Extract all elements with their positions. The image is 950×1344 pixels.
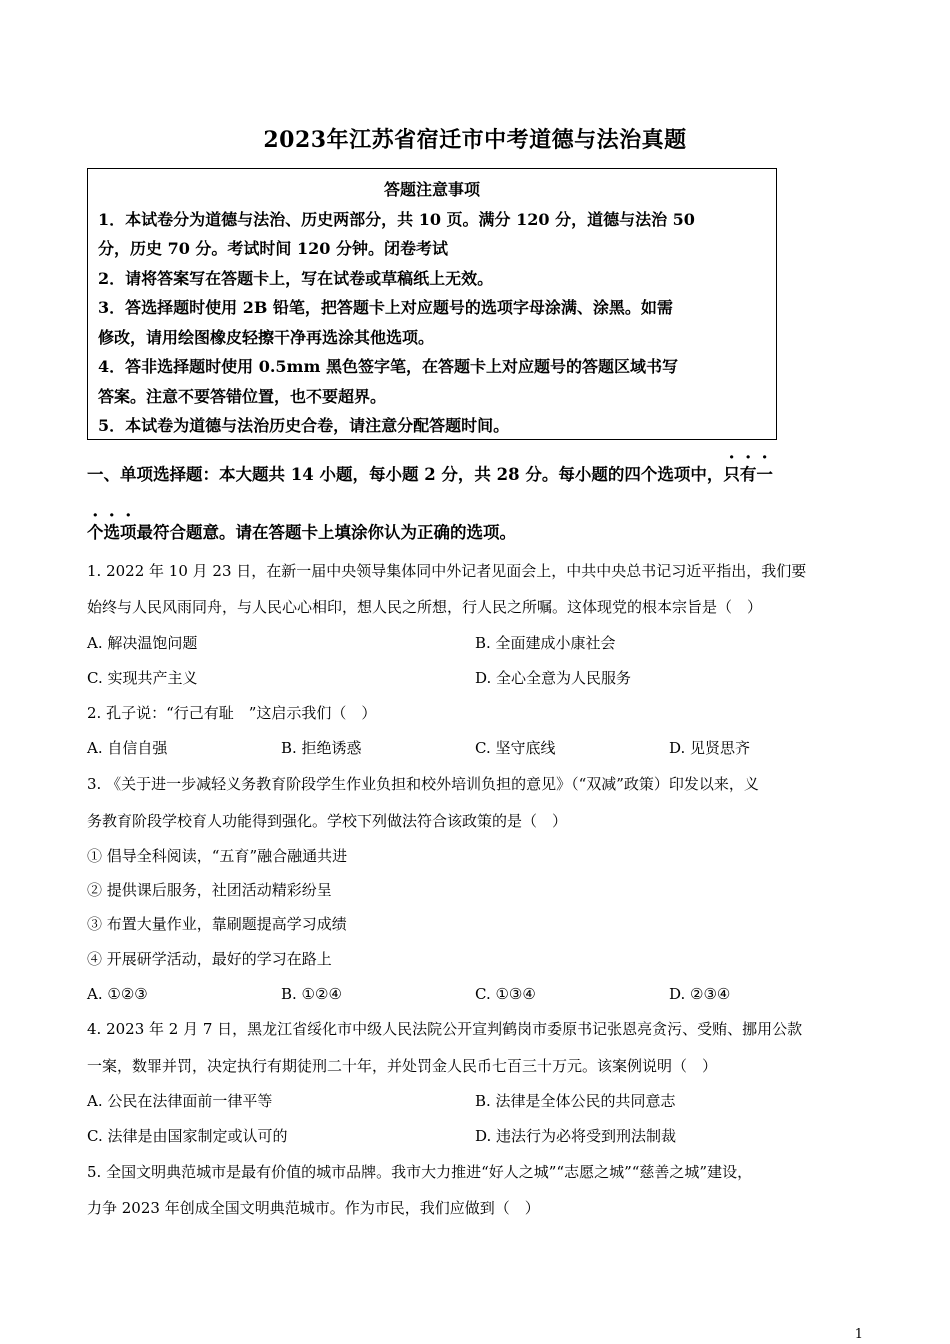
notice-box [87, 168, 777, 440]
question-4-text: 4. 2023 年 2 月 7 日，黑龙江省绥化市中级人民法院公开宣判鹤岗市委原书记张恩亮贪污、受贿、挪用公款 [87, 1020, 803, 1038]
question-3-option-d: D. ②③④ [669, 985, 731, 1003]
emphasis-dot-char: 只 [723, 465, 740, 484]
question-4-text: 一案，数罪并罚，决定执行有期徒刑二十年，并处罚金人民币七百三十万元。该案例说明（ ） [87, 1057, 718, 1075]
page-number: 1 [854, 1327, 863, 1342]
notice-line: 分，历史 70 分。考试时间 120 分钟。闭卷考试 [98, 239, 448, 258]
question-5-text: 力争 2023 年创成全国文明典范城市。作为市民，我们应做到（ ） [87, 1199, 540, 1217]
question-3-item: ① 倡导全科阅读，“五育”融合融通共进 [87, 847, 348, 865]
question-1-text: 1. 2022 年 10 月 23 日，在新一届中央领导集体同中外记者见面会上，中共中央总书记习近平指出，我们要 [87, 562, 807, 580]
question-2-option-b: B. 拒绝诱惑 [281, 739, 362, 757]
notice-line: 5．本试卷为道德与法治历史合卷，请注意分配答题时间。 [98, 416, 510, 435]
page-title: 2023年江苏省宿迁市中考道德与法治真题 [263, 127, 687, 153]
notice-heading: 答题注意事项 [383, 180, 480, 199]
emphasis-dot-char: 个 [87, 523, 104, 542]
question-3-option-b: B. ①②④ [281, 985, 342, 1003]
emphasis-dot-char: 选 [103, 523, 120, 542]
emphasis-dot-char: 有 [739, 465, 757, 484]
notice-line: 修改，请用绘图橡皮轻擦干净再选涂其他选项。 [98, 327, 435, 347]
notice-line: 2．请将答案写在答题卡上，写在试卷或草稿纸上无效。 [98, 268, 494, 288]
question-4-option-a: A. 公民在法律面前一律平等 [87, 1092, 273, 1110]
notice-line: 4．答非选择题时使用 0.5mm 黑色签字笔，在答题卡上对应题号的答题区域书写 [98, 357, 678, 376]
question-1-option-a: A. 解决温饱问题 [87, 634, 198, 652]
section-heading-line1: 一、单项选择题：本大题共 14 小题，每小题 2 分，共 28 分。每小题的四个选项中，只有一 [87, 465, 773, 484]
question-4-option-b: B. 法律是全体公民的共同意志 [475, 1092, 676, 1110]
question-2-option-a: A. 自信自强 [87, 739, 168, 757]
question-3-text: 务教育阶段学校育人功能得到强化。学校下列做法符合该政策的是（ ） [87, 812, 568, 830]
notice-line: 3．答选择题时使用 2B 铅笔，把答题卡上对应题号的选项字母涂满、涂黑。如需 [98, 298, 673, 317]
question-2-text: 2. 孔子说：“行己有耻 ”这启示我们（ ） [87, 704, 377, 722]
emphasis-dot-char: 项 [120, 523, 137, 542]
question-1-option-b: B. 全面建成小康社会 [475, 634, 616, 652]
question-3-item: ③ 布置大量作业，靠刷题提高学习成绩 [87, 915, 347, 933]
question-1-option-c: C. 实现共产主义 [87, 669, 198, 687]
question-2-option-c: C. 坚守底线 [475, 739, 556, 757]
question-3-item: ④ 开展研学活动，最好的学习在路上 [87, 950, 332, 968]
notice-line: 答案。注意不要答错位置，也不要超界。 [98, 386, 387, 406]
question-1-option-d: D. 全心全意为人民服务 [475, 669, 632, 687]
question-3-text: 3. 《关于进一步减轻义务教育阶段学生作业负担和校外培训负担的意见》（“双减”政策）印发以来，义 [87, 775, 759, 793]
emphasis-dot-char: 一 [756, 465, 773, 484]
question-5-text: 5. 全国文明典范城市是最有价值的城市品牌。我市大力推进“好人之城”“志愿之城”“慈善之城”建设， [87, 1163, 753, 1181]
question-4-option-d: D. 违法行为必将受到刑法制裁 [475, 1127, 677, 1145]
question-2-option-d: D. 见贤思齐 [669, 739, 751, 757]
question-3-option-c: C. ①③④ [475, 985, 536, 1003]
question-4-option-c: C. 法律是由国家制定或认可的 [87, 1127, 288, 1145]
question-1-text: 始终与人民风雨同舟，与人民心心相印，想人民之所想，行人民之所嘱。这体现党的根本宗旨是（ ） [87, 598, 763, 616]
section-heading-line2: 个选项最符合题意。请在答题卡上填涂你认为正确的选项。 [87, 523, 516, 542]
question-3-option-a: A. ①②③ [87, 985, 148, 1003]
notice-line: 1．本试卷分为道德与法治、历史两部分，共 10 页。满分 120 分，道德与法治 50 [98, 209, 695, 229]
question-3-item: ② 提供课后服务，社团活动精彩纷呈 [87, 881, 332, 899]
